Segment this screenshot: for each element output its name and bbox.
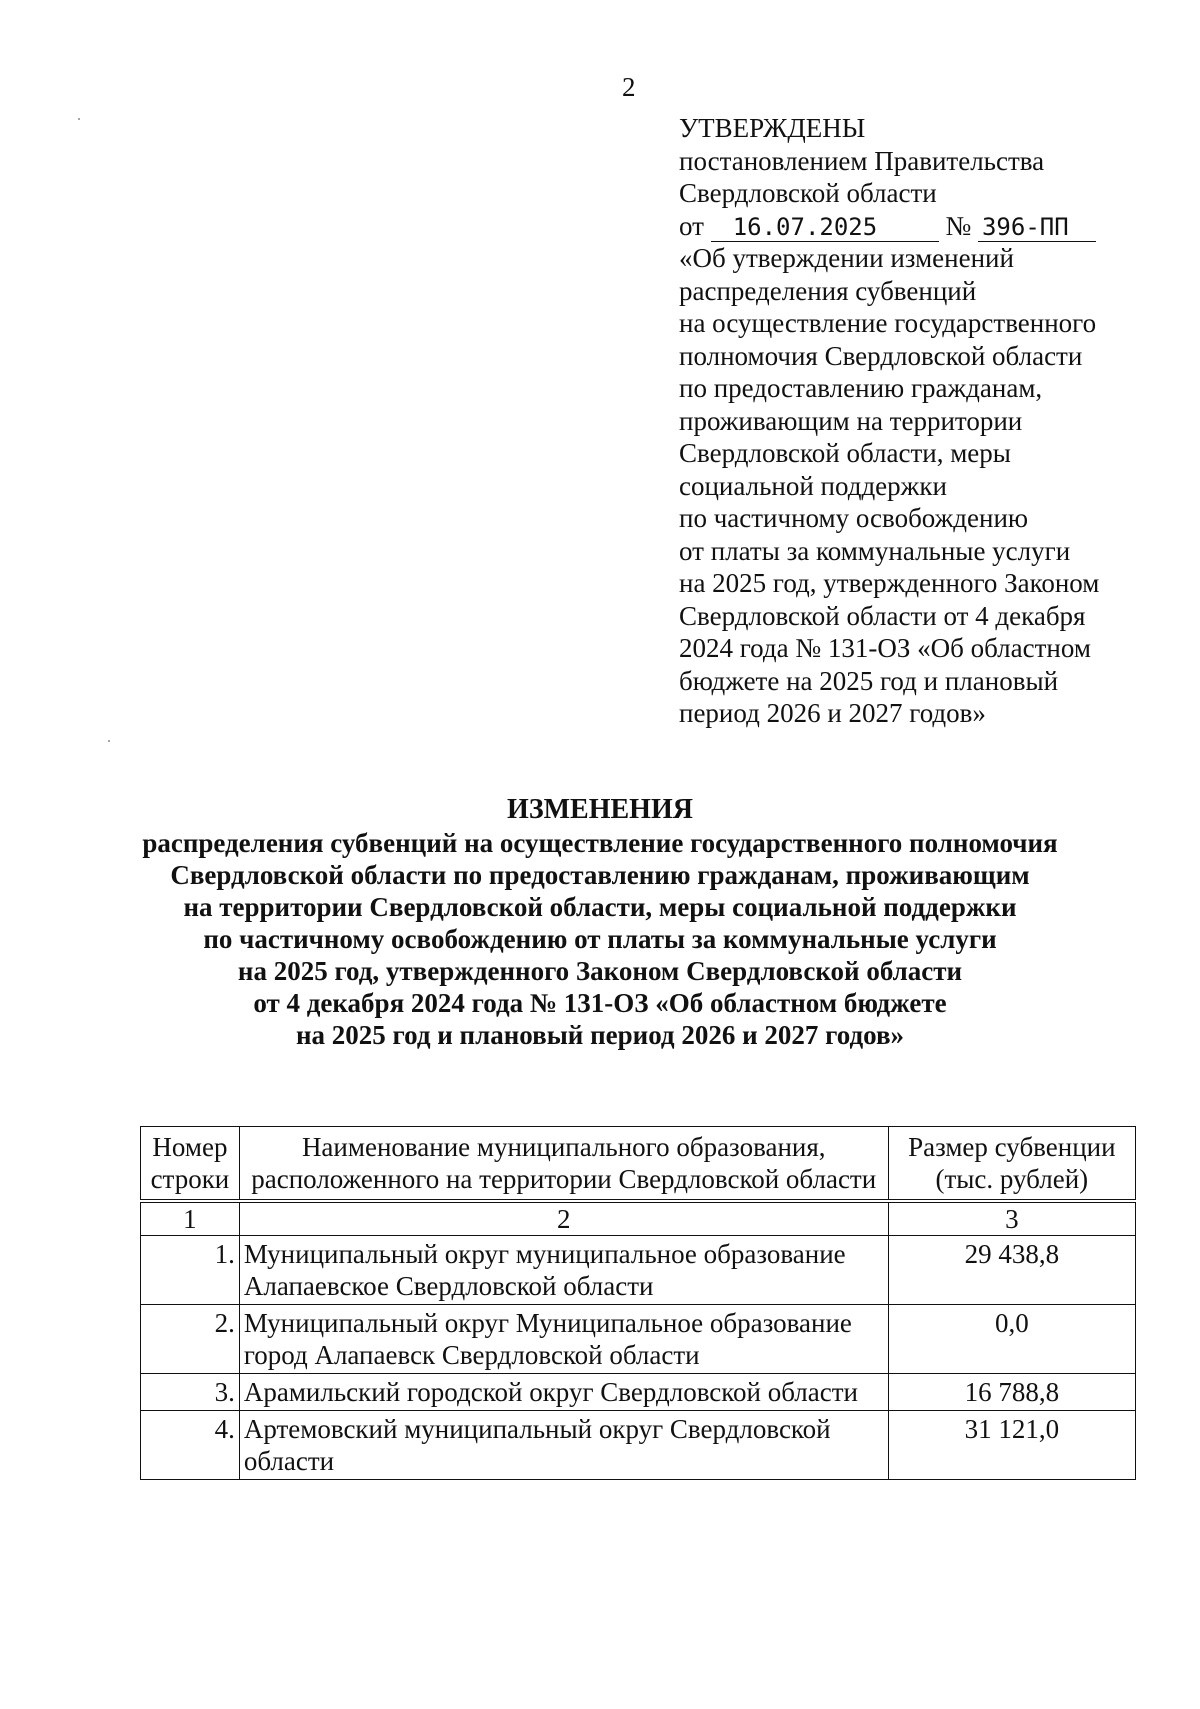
document-title: ИЗМЕНЕНИЯ: [507, 794, 693, 825]
approval-line: постановлением Правительства: [679, 145, 1045, 176]
municipality-name: Муниципальный округ муниципальное образование Алапаевское Свердловской области: [239, 1236, 888, 1305]
approval-description: [679, 242, 1099, 730]
approval-line: по предоставлению гражданам,: [679, 373, 1043, 403]
subvention-amount: 29 438,8: [888, 1236, 1135, 1305]
subvention-amount: 31 121,0: [888, 1411, 1135, 1480]
municipality-name: Арамильский городской округ Свердловской области: [239, 1374, 888, 1411]
header-municipality: Наименование муниципального образования, расположенного на территории Свердловской области: [239, 1127, 888, 1202]
approval-line: на 2025 год, утвержденного Законом: [679, 568, 1100, 598]
approval-line: по частичному освобождению: [679, 503, 1029, 533]
table-row: [141, 1411, 1136, 1480]
header-amount: Размер субвенции (тыс. рублей): [888, 1127, 1135, 1202]
approval-line: социальной поддержки: [679, 470, 947, 501]
approval-line: период 2026 и 2027 годов»: [679, 698, 986, 728]
table-row: [141, 1236, 1136, 1305]
scan-speck: [78, 118, 80, 120]
column-number-row: [141, 1201, 1136, 1236]
municipality-name: Артемовский муниципальный округ Свердловской области: [239, 1411, 888, 1480]
subvention-amount: 16 788,8: [888, 1374, 1135, 1411]
scan-speck: [108, 740, 110, 742]
approval-line: Свердловской области от 4 декабря: [679, 600, 1086, 631]
document-subtitle: [100, 827, 1100, 1051]
subvention-table: [140, 1126, 1136, 1480]
approval-line: распределения субвенций: [679, 275, 977, 306]
header-row-number: Номер строки: [141, 1127, 240, 1202]
column-number: 3: [888, 1201, 1135, 1236]
approval-line: проживающим на территории: [679, 405, 1023, 436]
heading-line: на 2025 год, утвержденного Законом Свердловской области: [237, 956, 963, 986]
row-number: 3.: [141, 1374, 240, 1411]
municipality-name: Муниципальный округ Муниципальное образование город Алапаевск Свердловской области: [239, 1305, 888, 1374]
approval-line: на осуществление государственного: [679, 308, 1097, 338]
approval-line: Свердловской области: [679, 178, 937, 208]
heading-line: от 4 декабря 2024 года № 131-ОЗ «Об областном бюджете: [253, 988, 947, 1018]
heading-line: распределения субвенций на осуществление государственного полномочия: [142, 828, 1058, 858]
approval-date: 16.07.2025: [711, 213, 939, 242]
number-prefix: №: [945, 210, 972, 241]
row-number: 1.: [141, 1236, 240, 1305]
approval-line: Свердловской области, меры: [679, 438, 1011, 468]
approval-number: 396-ПП: [978, 213, 1096, 242]
approval-block: [679, 112, 1099, 730]
approval-line: «Об утверждении изменений: [679, 243, 1014, 273]
page-number: 2: [622, 72, 636, 102]
approval-line: от платы за коммунальные услуги: [679, 535, 1071, 566]
heading-line: Свердловской области по предоставлению гражданам, проживающим: [170, 860, 1030, 890]
approval-line: полномочия Свердловской области: [679, 340, 1083, 371]
heading-line: на территории Свердловской области, меры социальной поддержки: [183, 892, 1017, 922]
approval-line: 2024 года № 131-ОЗ «Об областном: [679, 633, 1091, 663]
approval-heading: УТВЕРЖДЕНЫ: [679, 113, 866, 143]
table-row: [141, 1305, 1136, 1374]
subvention-amount: 0,0: [888, 1305, 1135, 1374]
table-header-row: [141, 1127, 1136, 1202]
column-number: 2: [239, 1201, 888, 1236]
row-number: 2.: [141, 1305, 240, 1374]
heading-line: на 2025 год и плановый период 2026 и 2027 годов»: [295, 1020, 905, 1050]
column-number: 1: [141, 1201, 240, 1236]
approval-line: бюджете на 2025 год и плановый: [679, 665, 1059, 696]
document-heading: [100, 794, 1100, 1051]
approval-date-row: [679, 210, 1099, 243]
row-number: 4.: [141, 1411, 240, 1480]
date-prefix: от: [679, 210, 704, 241]
heading-line: по частичному освобождению от платы за коммунальные услуги: [203, 924, 997, 954]
table-row: [141, 1374, 1136, 1411]
